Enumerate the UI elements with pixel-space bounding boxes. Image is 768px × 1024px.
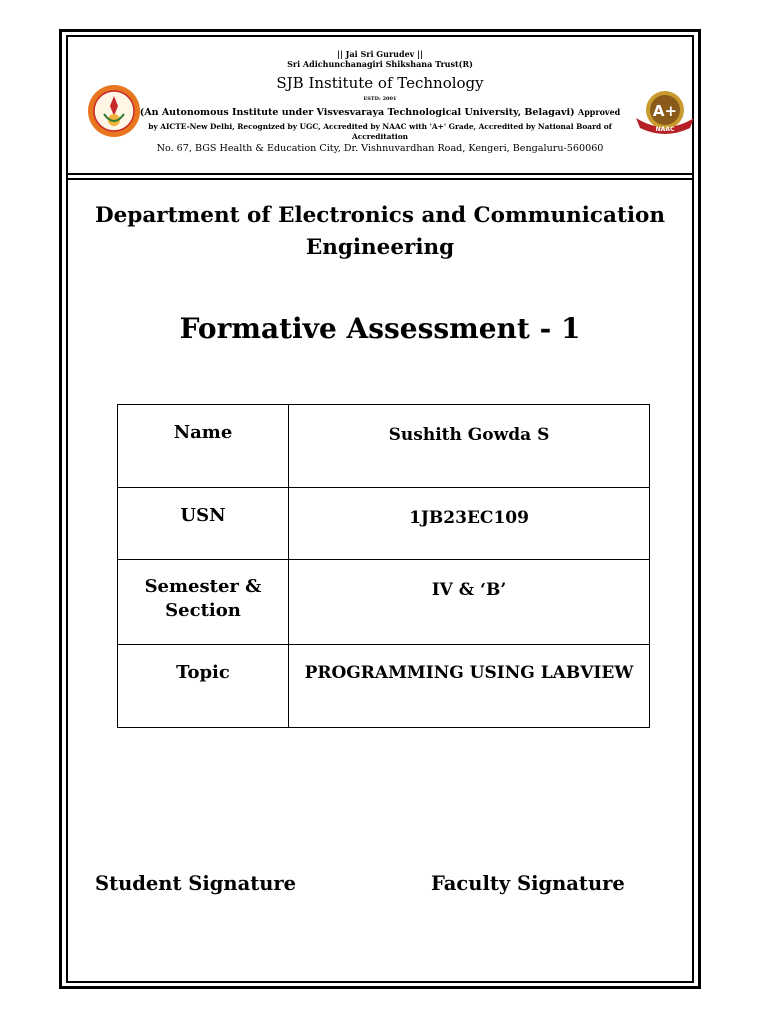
topic-value: PROGRAMMING USING LABVIEW: [289, 645, 650, 728]
name-label: Name: [118, 405, 289, 488]
table-row: [118, 488, 650, 560]
accreditation-line: Accreditation: [351, 132, 409, 141]
approved-text: Approved: [577, 107, 621, 117]
student-signature-label: Student Signature: [95, 872, 297, 895]
naac-grade: A+: [652, 102, 678, 120]
department-name: Department of Electronics and Communication Engineering: [94, 203, 666, 260]
semester-value: IV & ‘B’: [289, 560, 650, 645]
aicte-line: by AICTE-New Delhi, Recognized by UGC, Accredited by NAAC with 'A+' Grade, Accredited by National Board of: [148, 122, 612, 131]
trust-name: Sri Adichunchanagiri Shikshana Trust(R): [287, 59, 473, 69]
header-divider-double: [66, 178, 694, 180]
autonomous-text: (An Autonomous Institute under Visvesvaraya Technological University, Belagavi): [139, 107, 575, 118]
autonomous-line: [68, 107, 692, 118]
table-row: [118, 405, 650, 488]
usn-label: USN: [118, 488, 289, 560]
table-row: [118, 560, 650, 645]
student-details-table: [117, 404, 650, 728]
invocation-line: || Jai Sri Gurudev ||: [337, 49, 423, 59]
established-year: ESTD: 2001: [363, 96, 397, 102]
header-divider: [66, 173, 694, 175]
usn-value: 1JB23EC109: [289, 488, 650, 560]
institute-header: [68, 36, 692, 172]
table-row: [118, 645, 650, 728]
name-value: Sushith Gowda S: [289, 405, 650, 488]
institute-address: No. 67, BGS Health & Education City, Dr. Vishnuvardhan Road, Kengeri, Bengaluru-560060: [156, 143, 604, 154]
topic-label: Topic: [118, 645, 289, 728]
semester-label: Semester & Section: [118, 560, 289, 645]
assessment-title: Formative Assessment - 1: [179, 312, 581, 345]
naac-label: NAAC: [655, 126, 675, 133]
faculty-signature-label: Faculty Signature: [431, 872, 625, 895]
institute-name: SJB Institute of Technology: [276, 74, 484, 92]
